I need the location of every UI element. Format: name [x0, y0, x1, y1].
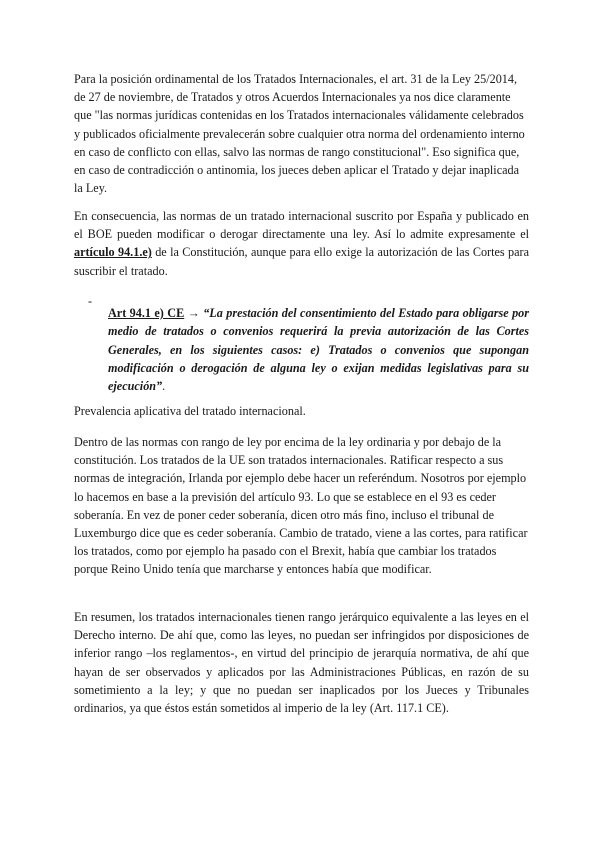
paragraph-consequence-text: En consecuencia, las normas de un tratado internacional suscrito por España y publicado en el BOE pueden modificar o derogar directamente una ley. Así lo admite expresamente el — [74, 209, 529, 242]
paragraph-consequence — [74, 207, 529, 280]
paragraph-summary: En resumen, los tratados internacionales tienen rango jerárquico equivalente a las leyes en el Derecho interno. De ahí que, como las leyes, no puedan ser infringidos por disposiciones de inferior rango –los reglamentos-, en virtud del principio de jerarquía normativa, de ahí que hayan de ser observados y aplicados por las Administraciones Públicas, en razón de su sometimiento a la ley; y que no puedan ser inaplicados por los Jueces y Tribunales ordinarios, ya que éstos están sometidos al imperio de la ley (Art. 117.1 CE). — [74, 610, 529, 716]
quoted-text: “La prestación del consentimiento del Estado para obligarse por medio de tratados o convenios requerirá la previa autorización de las Cortes Generales, en los siguientes casos: e) Tratados o convenios que supongan modificación o derogación de alguna ley o exijan medidas legislativas para su ejecución” — [108, 306, 530, 393]
bullet-quote — [108, 304, 529, 395]
bullet-article: Art 94.1 e) CE — [108, 306, 185, 321]
article-reference: artículo 94.1.e) — [74, 245, 152, 260]
paragraph-consequence-tail: de la Constitución, aunque para ello exige la autorización de las Cortes para suscribir el tratado. — [74, 245, 529, 278]
paragraph-treaty-position: Para la posición ordinamental de los Tratados Internacionales, el art. 31 de la Ley 25/2014, de 27 de noviembre, de Tratados y otros Acuerdos Internacionales ya nos dice claramente que "las normas jurídicas contenidas en los Tratados internacionales válidamente celebrados y publicados oficialmente prevalecerán sobre cualquier otra norma del ordenamiento interno en caso de conflicto con ellas, salvo las normas de rango constitucional". Eso significa que, en caso de contradicción o antinomia, los jueces deben aplicar el Tratado y dejar inaplicada la Ley. — [74, 72, 525, 196]
bullet-marker: - — [88, 294, 93, 308]
quote-end: . — [162, 379, 166, 393]
paragraph-eu-treaties: Dentro de las normas con rango de ley por encima de la ley ordinaria y por debajo de la constitución. Los tratados de la UE son tratados internacionales. Ratificar respecto a sus normas de integración, Irlanda por ejemplo debe hacer un referéndum. Nosotros por ejemplo lo hacemos en base a la previsión del artículo 93. Lo que se establece en el 93 es ceder soberanía. En vez de poner ceder soberanía, dicen otro más fino, incluso el tribunal de Luxemburgo dice que es ceder soberanía. Cambio de tratado, viene a las cortes, para ratificar los tratados, como por ejemplo ha pasado con el Brexit, había que cambiar los tratados porque Reino Unido tenía que marcharse y entonces había que modificar. — [74, 435, 528, 577]
paragraph-prevalence: Prevalencia aplicativa del tratado internacional. — [74, 404, 306, 418]
arrow-glyph: → — [184, 306, 204, 321]
